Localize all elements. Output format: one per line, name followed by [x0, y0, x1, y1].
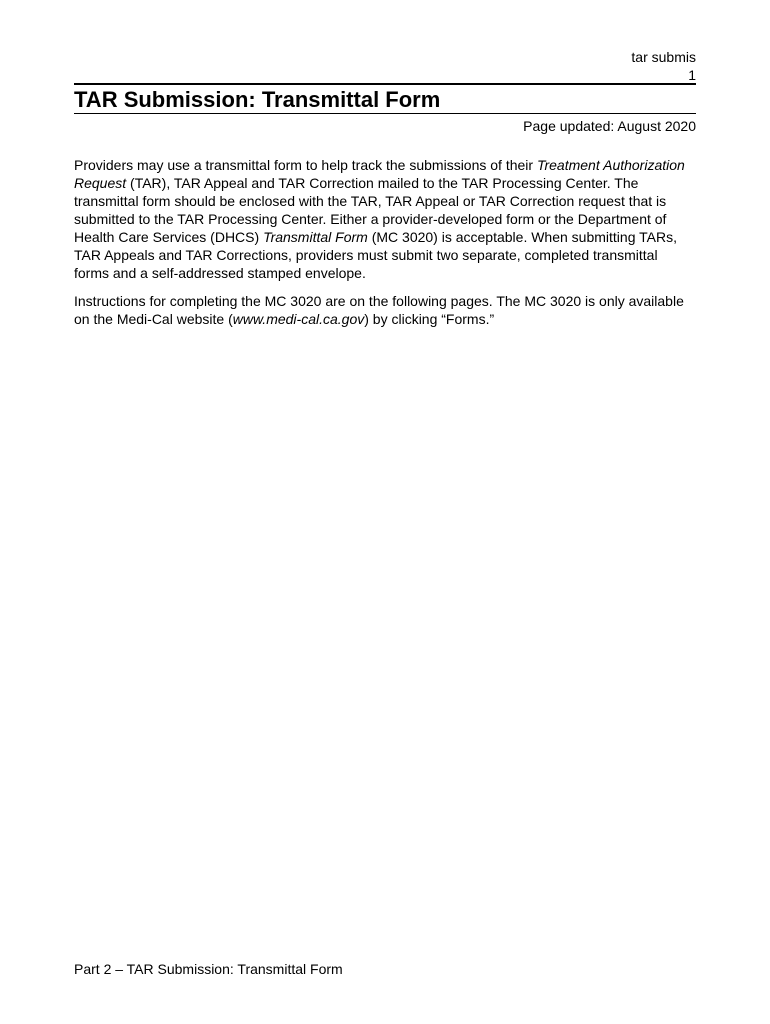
intro-text-3: (MC 3020) is acceptable. When submitting TARs, TAR Appeals and TAR Corrections, providers must submit two separate, completed transmittal forms and a self-addressed stamped envelope. — [74, 229, 677, 281]
running-header — [631, 48, 696, 84]
instructions-text-1: Instructions for completing the MC 3020 are on the following pages. The MC 3020 is only available on the Medi-Cal website ( — [74, 293, 684, 327]
page-title: TAR Submission: Transmittal Form — [74, 87, 441, 112]
body-content — [74, 156, 696, 338]
intro-italic-tar: Treatment Authorization Request — [74, 157, 685, 191]
intro-text-1: Providers may use a transmittal form to help track the submissions of their — [74, 157, 537, 173]
instructions-paragraph — [74, 292, 696, 328]
instructions-text-2: ) by clicking “Forms.” — [364, 311, 495, 327]
intro-paragraph — [74, 156, 696, 282]
website-link[interactable]: www.medi-cal.ca.gov — [232, 311, 365, 327]
page-updated-date: Page updated: August 2020 — [523, 118, 696, 134]
title-bottom-rule — [74, 113, 696, 114]
page-number: 1 — [688, 67, 696, 83]
header-reference: tar submis — [631, 49, 696, 65]
title-top-rule — [74, 83, 696, 85]
page-footer: Part 2 – TAR Submission: Transmittal Form — [74, 961, 343, 977]
intro-italic-form: Transmittal Form — [263, 229, 368, 245]
intro-text-2: (TAR), TAR Appeal and TAR Correction mailed to the TAR Processing Center. The transmittal form should be enclosed with the TAR, TAR Appeal or TAR Correction request that is submitted to the TAR Processing Center. Either a provider-developed form or the Department of Health Care Services (DHCS) — [74, 175, 667, 245]
